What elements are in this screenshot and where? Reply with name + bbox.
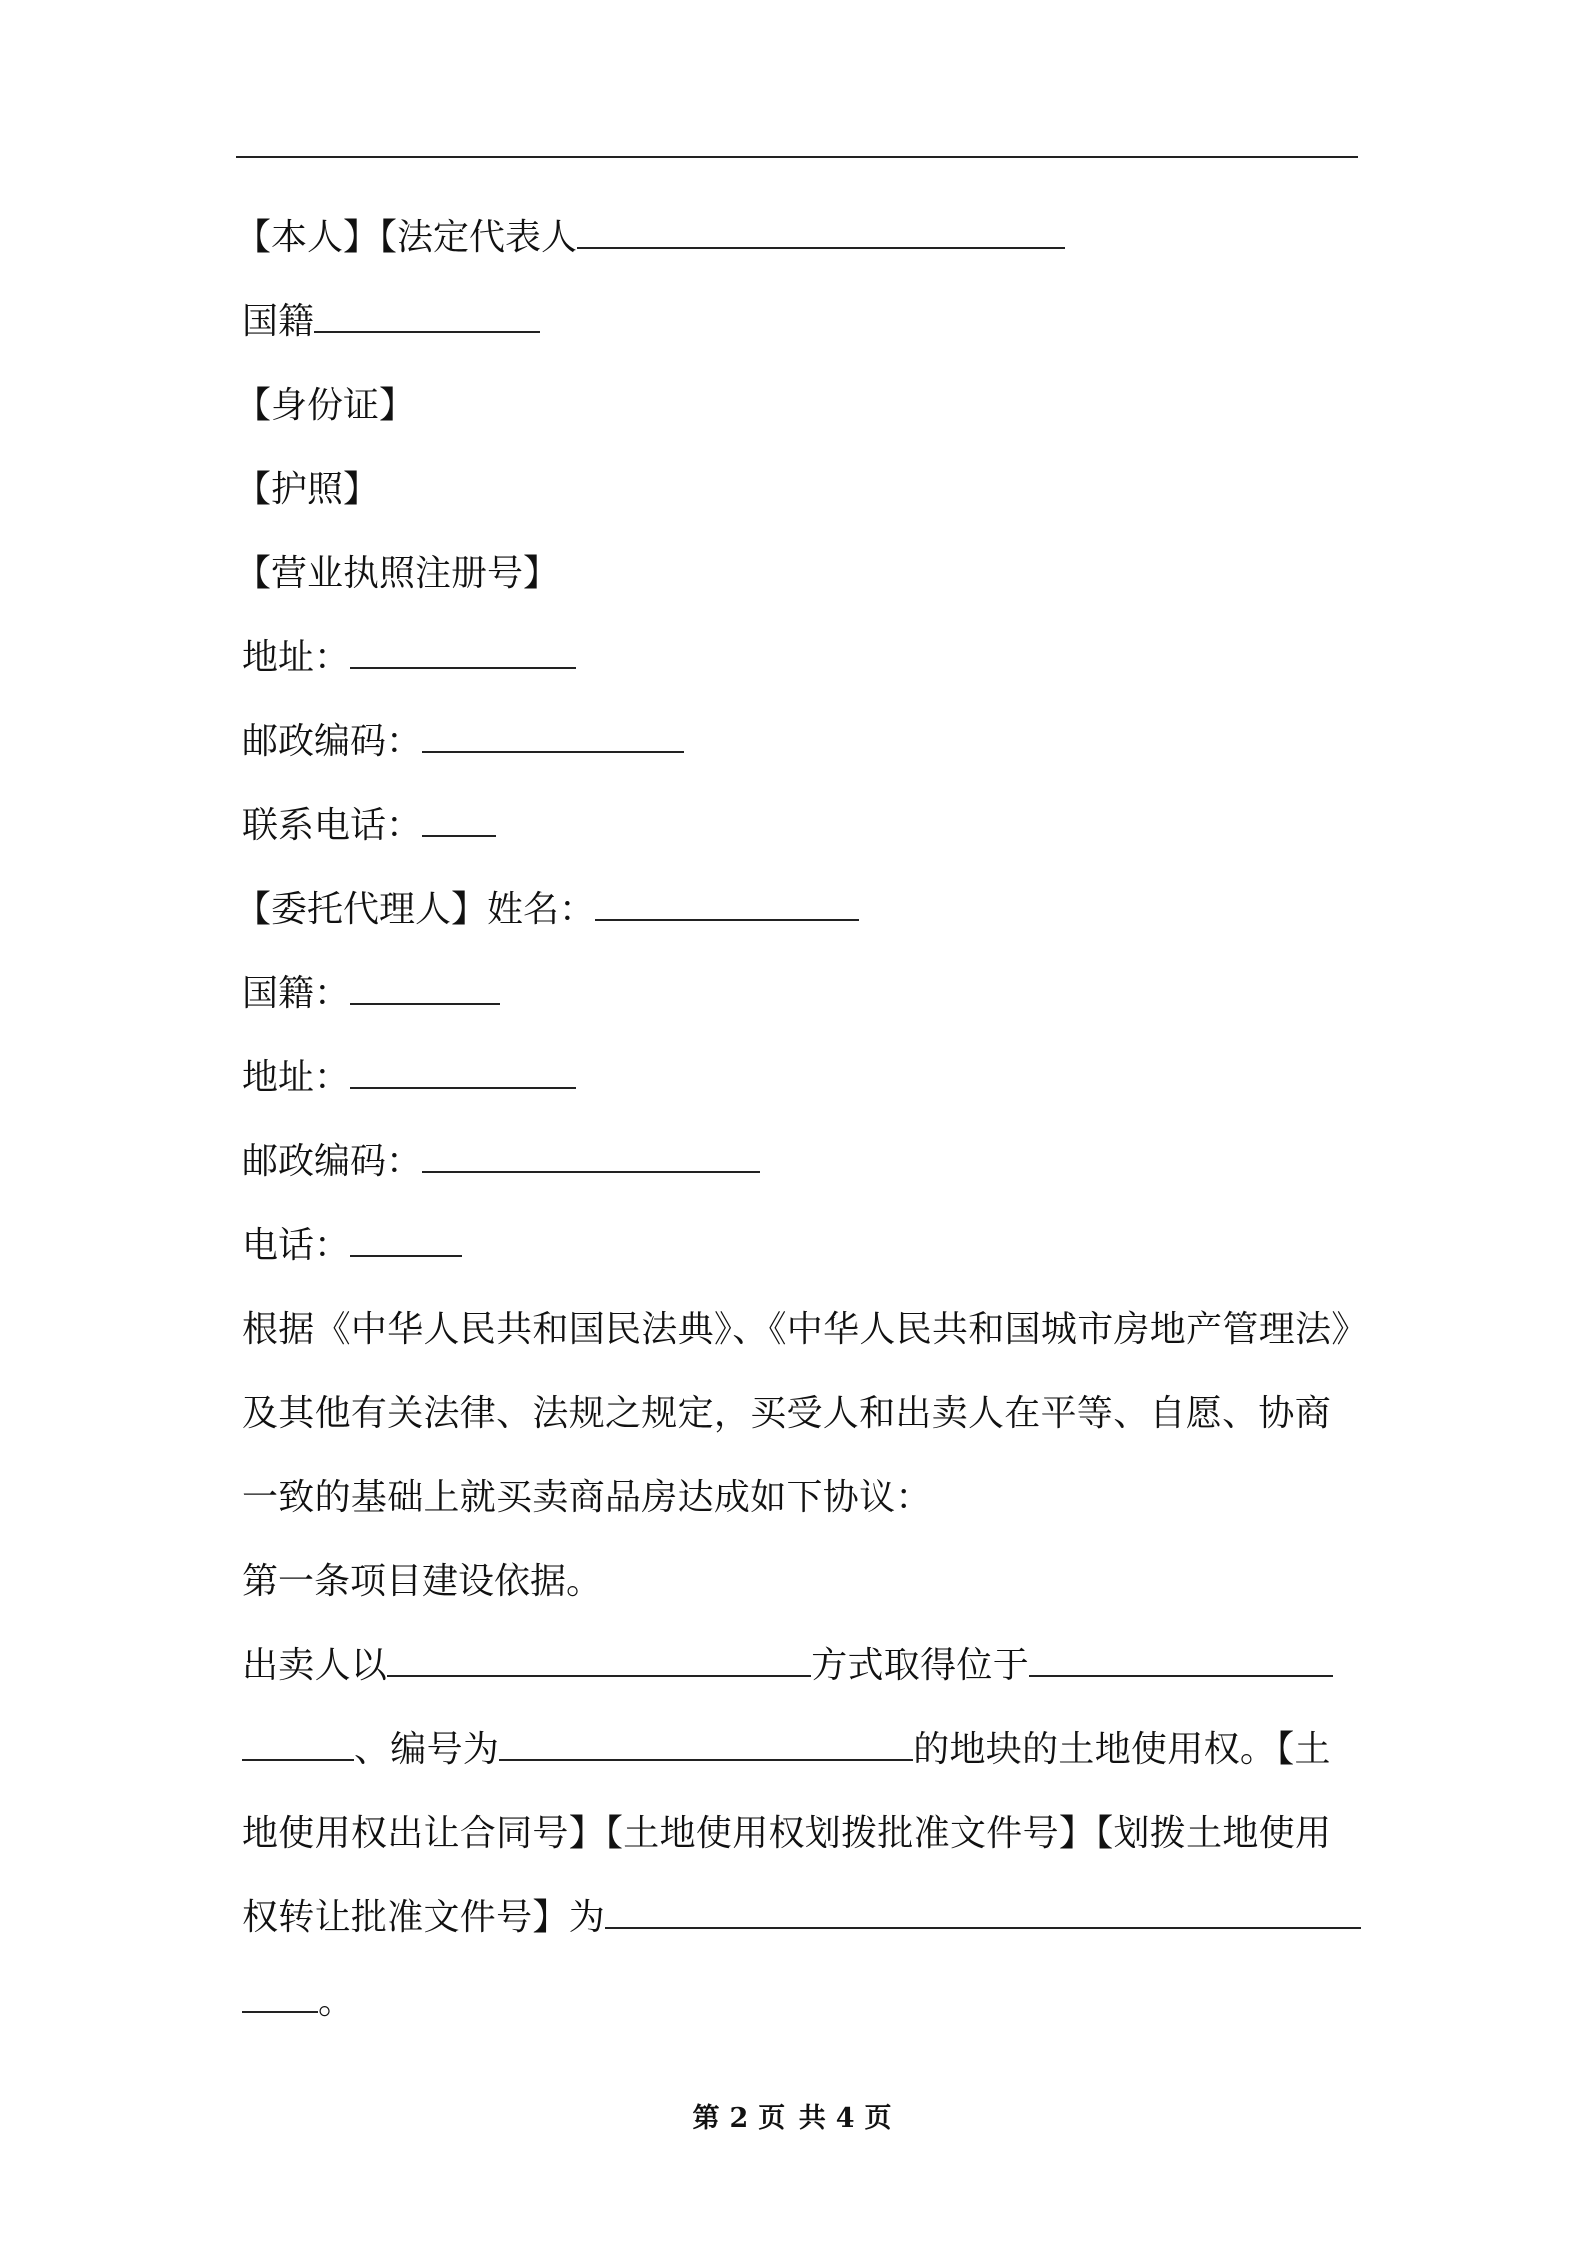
address-blank[interactable] (350, 637, 576, 669)
page-total: 4 (835, 2103, 857, 2134)
article-1-text: 。 (318, 1981, 355, 2022)
agent-name-line (235, 868, 1358, 952)
page-mid: 页 共 (758, 2103, 828, 2134)
article-1-line: 地使用权出让合同号】【土地使用权划拨批准文件号】【划拨土地使用 (242, 1813, 1332, 1854)
acquisition-method-blank[interactable] (387, 1645, 811, 1677)
nationality-blank[interactable] (314, 301, 540, 333)
article-1-text: 出卖人以 (242, 1645, 388, 1686)
phone-blank[interactable] (422, 805, 496, 837)
agent-postcode-blank[interactable] (422, 1141, 760, 1173)
agent-postcode-line (242, 1120, 1358, 1204)
agent-address-line (242, 1036, 1358, 1120)
postcode-line (242, 700, 1358, 784)
agent-name-blank[interactable] (595, 889, 859, 921)
address-label: 地址： (242, 637, 351, 678)
article-1-text: 的地块的土地使用权。【土 (913, 1729, 1331, 1770)
document-body (235, 196, 1368, 2044)
legal-rep-label: 【本人】【法定代表人 (235, 217, 578, 258)
id-card-label: 【身份证】 (235, 385, 416, 426)
article-1-text: 、编号为 (354, 1729, 500, 1770)
nationality-label: 国籍 (242, 301, 315, 342)
article-1-line (242, 1876, 1358, 1960)
address-line (242, 616, 1358, 700)
article-1-text: 权转让批准文件号】为 (242, 1897, 606, 1938)
location-blank-cont[interactable] (242, 1729, 354, 1761)
contract-number-blank-cont[interactable] (242, 1981, 318, 2013)
phone-line (242, 784, 1358, 868)
page-suffix: 页 (864, 2103, 894, 2134)
header-rule (236, 156, 1358, 158)
agent-nationality-label: 国籍： (242, 973, 351, 1014)
intro-line: 一致的基础上就买卖商品房达成如下协议： (242, 1477, 932, 1518)
article-1-line (242, 1624, 1358, 1708)
agent-phone-line (242, 1204, 1358, 1288)
article-1-title: 第一条项目建设依据。 (242, 1561, 603, 1602)
id-card-line (235, 364, 1358, 448)
agent-phone-label: 电话： (242, 1225, 351, 1266)
page-current: 2 (729, 2103, 751, 2134)
phone-label: 联系电话： (242, 805, 423, 846)
agent-phone-blank[interactable] (350, 1225, 462, 1257)
legal-rep-line (235, 196, 1358, 280)
plot-number-blank[interactable] (499, 1729, 913, 1761)
business-license-label: 【营业执照注册号】 (235, 553, 560, 594)
business-license-line (235, 532, 1358, 616)
article-1-text: 方式取得位于 (811, 1645, 1030, 1686)
agent-address-label: 地址： (242, 1057, 351, 1098)
page-number (0, 2096, 1586, 2135)
passport-label: 【护照】 (235, 469, 380, 510)
postcode-label: 邮政编码： (242, 721, 423, 762)
contract-number-blank[interactable] (605, 1897, 1361, 1929)
agent-nationality-blank[interactable] (350, 973, 500, 1005)
passport-line (235, 448, 1358, 532)
location-blank[interactable] (1029, 1645, 1333, 1677)
nationality-line (242, 280, 1358, 364)
intro-line: 根据《中华人民共和国民法典》、《中华人民共和国城市房地产管理法》 (242, 1309, 1368, 1350)
article-1-paragraph (242, 1624, 1358, 2044)
agent-name-label: 【委托代理人】姓名： (235, 889, 596, 930)
agent-postcode-label: 邮政编码： (242, 1141, 423, 1182)
intro-line: 及其他有关法律、法规之规定，买受人和出卖人在平等、自愿、协商 (242, 1393, 1332, 1434)
intro-paragraph (242, 1288, 1368, 1540)
postcode-blank[interactable] (422, 721, 684, 753)
article-1-line (242, 1708, 1358, 1792)
agent-address-blank[interactable] (350, 1057, 576, 1089)
page-prefix: 第 (692, 2103, 722, 2134)
agent-nationality-line (242, 952, 1358, 1036)
article-1-line (242, 1960, 1358, 2044)
legal-rep-blank[interactable] (577, 217, 1065, 249)
